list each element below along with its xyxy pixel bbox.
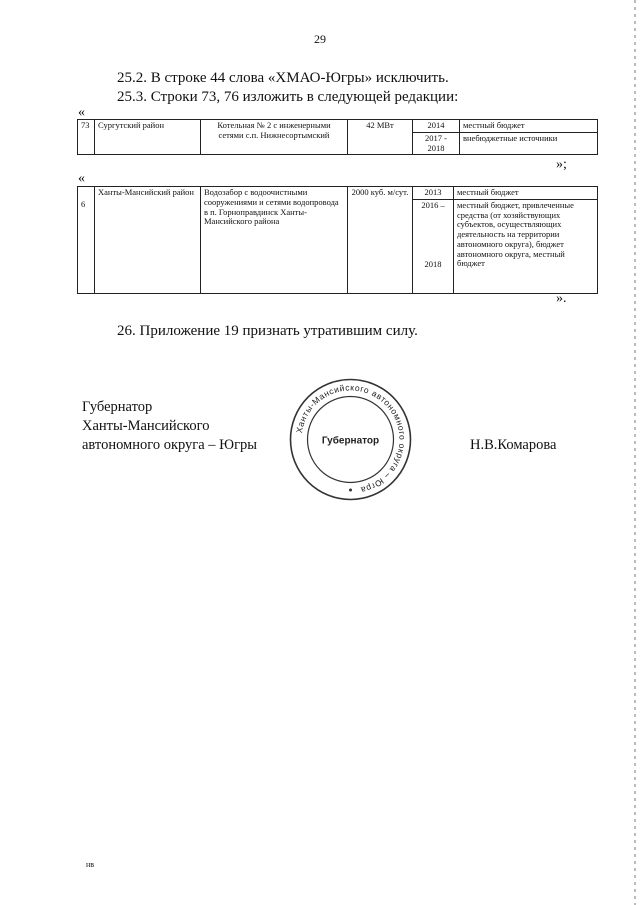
signature-line: автономного округа – Югры xyxy=(82,437,258,453)
official-stamp xyxy=(288,377,413,502)
footer-mark: нв xyxy=(86,860,95,869)
cell-capacity: 2000 куб. м/сут. xyxy=(348,187,413,294)
cell-years xyxy=(413,187,454,294)
paragraph-26: 26. Приложение 19 признать утратившим силу. xyxy=(117,323,418,339)
table-row-76 xyxy=(77,186,598,294)
cell-number: 6 xyxy=(78,187,95,294)
signature-title xyxy=(82,398,257,455)
signatory-name: Н.В.Комарова xyxy=(470,437,557,453)
paragraph-25-2: 25.2. В строке 44 слова «ХМАО-Югры» исключить. xyxy=(117,70,449,86)
cell-object: Котельная № 2 с инженерными сетями с.п. Нижнесортымский xyxy=(201,120,348,155)
stamp-center-text: Губернатор xyxy=(321,435,380,447)
year-value: 2018 xyxy=(424,258,442,269)
cell-capacity: 42 МВт xyxy=(348,120,413,155)
signature-line: Ханты-Мансийского xyxy=(82,418,210,434)
cell-year: 2017 - 2018 xyxy=(413,132,460,155)
cell-district: Сургутский район xyxy=(95,120,201,155)
cell-source: местный бюджет xyxy=(460,120,598,133)
cell-district: Ханты-Мансийский район xyxy=(95,187,201,294)
opening-quote: « xyxy=(78,171,85,186)
scan-edge-right xyxy=(634,0,636,905)
cell-number: 73 xyxy=(78,120,95,155)
paragraph-25-3: 25.3. Строки 73, 76 изложить в следующей редакции: xyxy=(117,89,459,105)
opening-quote: « xyxy=(78,105,85,120)
stamp-graphic xyxy=(288,377,413,502)
page-number: 29 xyxy=(314,32,326,46)
year-value: 2016 – xyxy=(421,199,445,210)
closing-quote: »; xyxy=(556,157,567,172)
cell-object: Водозабор с водоочистными сооружениями и сетями водопровода в п. Горноправдинск Ханты-Мансийского района xyxy=(201,187,348,294)
closing-quote: ». xyxy=(556,291,567,306)
cell-year: 2014 xyxy=(413,120,460,133)
stamp-ring-text: Ханты-Мансийского автономного округа – Югра xyxy=(293,382,408,496)
source-value: местный бюджет xyxy=(454,187,597,200)
signature-line: Губернатор xyxy=(82,399,153,415)
table-row-73 xyxy=(77,119,598,155)
cell-sources xyxy=(454,187,598,294)
source-value: местный бюджет, привлеченные средства (от хозяйствующих субъектов, осуществляющих деятельность на территории автономного округа), бюджет автономного округа, местный бюджет xyxy=(457,199,574,269)
cell-source: внебюджетные источники xyxy=(460,132,598,155)
year-value: 2013 xyxy=(413,187,453,200)
